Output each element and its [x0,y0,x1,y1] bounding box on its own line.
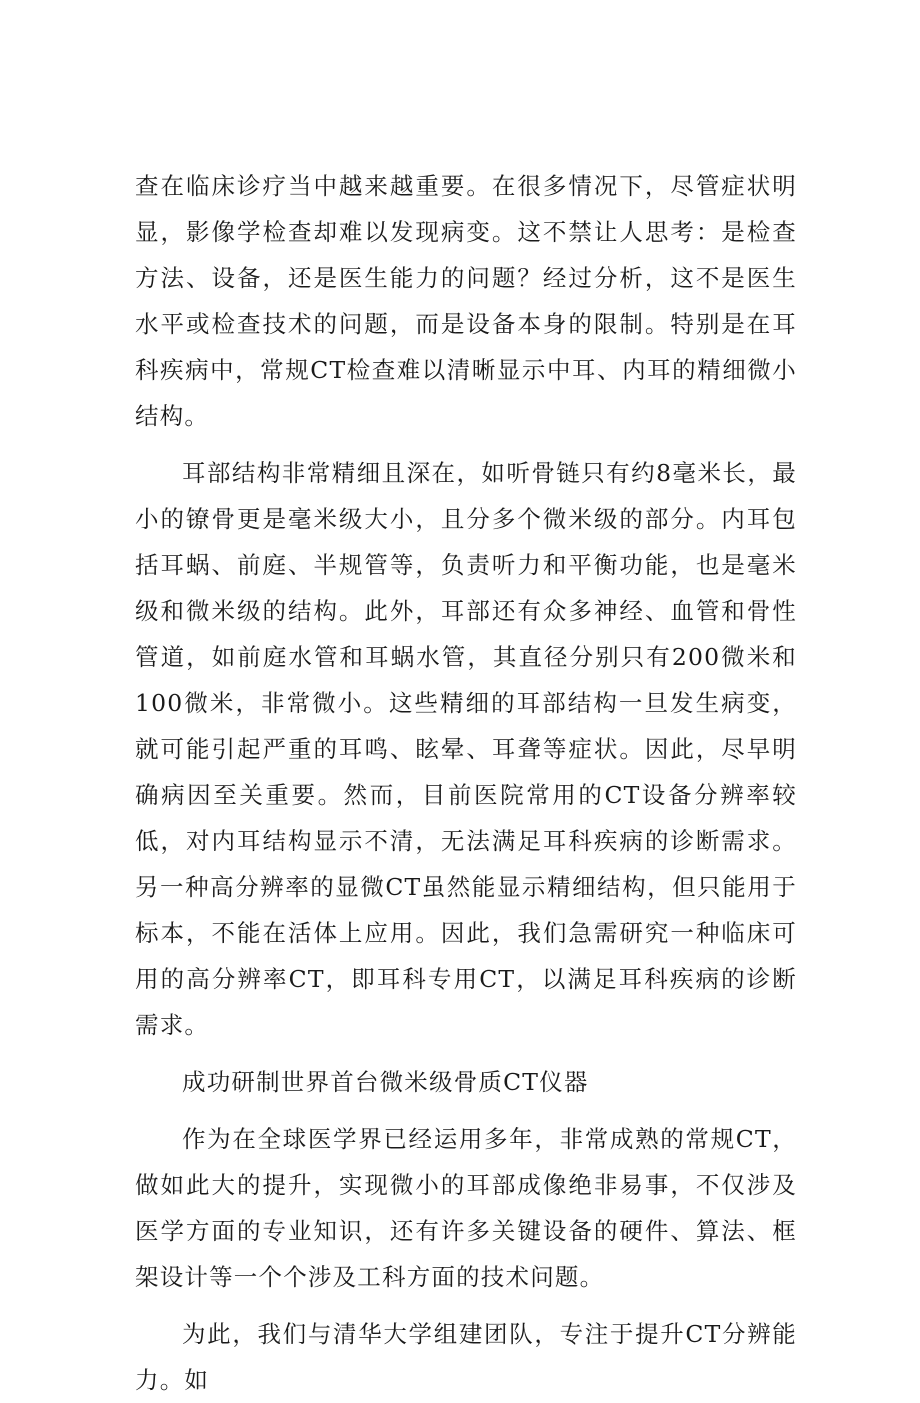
paragraph-4: 为此，我们与清华大学组建团队，专注于提升CT分辨能力。如 [135,1320,797,1394]
section-heading: 成功研制世界首台微米级骨质CT仪器 [182,1068,589,1096]
paragraph-2: 耳部结构非常精细且深在，如听骨链只有约8毫米长，最小的镣骨更是毫米级大小，且分多个微米级的部分。内耳包括耳蜗、前庭、半规管等，负责听力和平衡功能，也是毫米级和微米级的结构。此外，耳部还有众多神经、血管和骨性管道，如前庭水管和耳蜗水管，其直径分别只有200微米和100微米，非常微小。这些精细的耳部结构一旦发生病变，就可能引起严重的耳鸣、眩晕、耳聋等症状。因此，尽早明确病因至关重要。然而，目前医院常用的CT设备分辨率较低，对内耳结构显示不清，无法满足耳科疾病的诊断需求。另一种高分辨率的显微CT虽然能显示精细结构，但只能用于标本，不能在活体上应用。因此，我们急需研究一种临床可用的高分辨率CT，即耳科专用CT，以满足耳科疾病的诊断需求。 [135,459,797,1039]
paragraph-1: 查在临床诊疗当中越来越重要。在很多情况下，尽管症状明显，影像学检查却难以发现病变。这不禁让人思考：是检查方法、设备，还是医生能力的问题？经过分析，这不是医生水平或检查技术的问题，而是设备本身的限制。特别是在耳科疾病中，常规CT检查难以清晰显示中耳、内耳的精细微小结构。 [135,172,797,430]
document-body [135,163,797,1403]
paragraph-3: 作为在全球医学界已经运用多年，非常成熟的常规CT，做如此大的提升，实现微小的耳部成像绝非易事，不仅涉及医学方面的专业知识，还有许多关键设备的硬件、算法、框架设计等一个个涉及工科方面的技术问题。 [135,1125,797,1291]
